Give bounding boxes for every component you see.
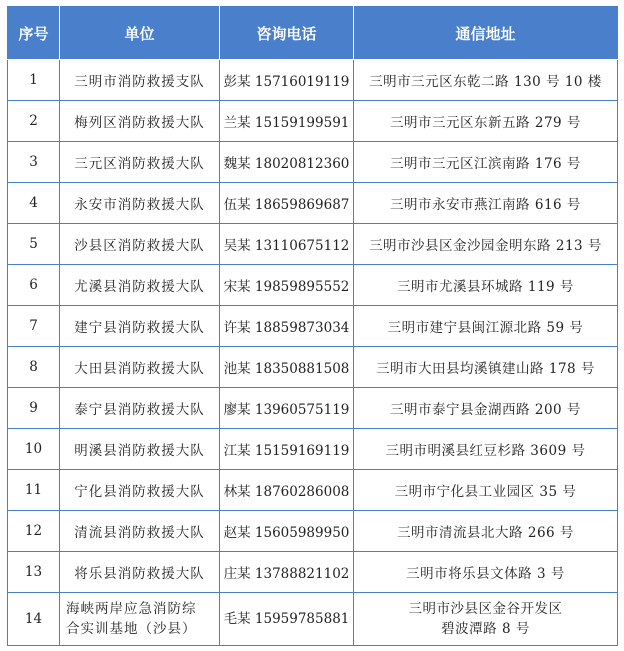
row-index: 2: [8, 101, 60, 142]
row-phone: 伍某 18659869687: [220, 183, 354, 224]
row-phone: 宋某 19859895552: [220, 265, 354, 306]
row-phone: 赵某 15605989950: [220, 511, 354, 552]
table-row: [8, 470, 618, 511]
row-phone: 彭某 15716019119: [220, 60, 354, 101]
row-phone: 庄某 13788821102: [220, 552, 354, 593]
row-address: 三明市三元区江滨南路 176 号: [354, 142, 618, 183]
row-index: 10: [8, 429, 60, 470]
table-row: [8, 552, 618, 593]
row-phone: 许某 18859873034: [220, 306, 354, 347]
row-address: 三明市永安市燕江南路 616 号: [354, 183, 618, 224]
row-index: 9: [8, 388, 60, 429]
row-index: 5: [8, 224, 60, 265]
row-unit-line: 合实训基地（沙县）: [66, 621, 197, 637]
row-index: 11: [8, 470, 60, 511]
table-row: [8, 183, 618, 224]
table-row: [8, 306, 618, 347]
row-address-line: 碧波潭路 8 号: [441, 621, 530, 637]
row-address: [354, 593, 618, 646]
row-index: 1: [8, 60, 60, 101]
row-unit: 明溪县消防救援大队: [60, 429, 220, 470]
row-unit: 三明市消防救援支队: [60, 60, 220, 101]
row-address: 三明市三元区东乾二路 130 号 10 楼: [354, 60, 618, 101]
row-unit: 宁化县消防救援大队: [60, 470, 220, 511]
row-unit: 清流县消防救援大队: [60, 511, 220, 552]
row-index: 4: [8, 183, 60, 224]
row-index: 3: [8, 142, 60, 183]
table-row: [8, 142, 618, 183]
header-address: 通信地址: [354, 7, 618, 60]
row-address: 三明市泰宁县金湖西路 200 号: [354, 388, 618, 429]
row-address: 三明市宁化县工业园区 35 号: [354, 470, 618, 511]
row-unit: 泰宁县消防救援大队: [60, 388, 220, 429]
header-phone: 咨询电话: [220, 7, 354, 60]
row-address: 三明市建宁县闽江源北路 59 号: [354, 306, 618, 347]
row-address: 三明市尤溪县环城路 119 号: [354, 265, 618, 306]
table-row: [8, 347, 618, 388]
row-address: 三明市沙县区金沙园金明东路 213 号: [354, 224, 618, 265]
row-unit-line: 海峡两岸应急消防综: [66, 601, 197, 617]
table-row: [8, 60, 618, 101]
row-address: 三明市三元区东新五路 279 号: [354, 101, 618, 142]
table-row: [8, 265, 618, 306]
row-unit: 三元区消防救援大队: [60, 142, 220, 183]
header-unit: 单位: [60, 7, 220, 60]
row-unit: 梅列区消防救援大队: [60, 101, 220, 142]
row-address: 三明市明溪县红豆杉路 3609 号: [354, 429, 618, 470]
row-phone: 江某 15159169119: [220, 429, 354, 470]
row-index: 6: [8, 265, 60, 306]
row-index: 8: [8, 347, 60, 388]
row-address-line: 三明市沙县区金谷开发区: [408, 601, 563, 617]
row-address: 三明市大田县均溪镇建山路 178 号: [354, 347, 618, 388]
row-phone: 毛某 15959785881: [220, 593, 354, 646]
row-unit: [60, 593, 220, 646]
table-row: [8, 593, 618, 646]
row-address: 三明市清流县北大路 266 号: [354, 511, 618, 552]
row-index: 7: [8, 306, 60, 347]
table-row: [8, 511, 618, 552]
table-header-row: [8, 7, 618, 60]
row-unit: 沙县区消防救援大队: [60, 224, 220, 265]
table-row: [8, 429, 618, 470]
table-row: [8, 388, 618, 429]
row-phone: 兰某 15159199591: [220, 101, 354, 142]
row-index: 12: [8, 511, 60, 552]
row-address: 三明市将乐县文体路 3 号: [354, 552, 618, 593]
row-index: 14: [8, 593, 60, 646]
table-row: [8, 224, 618, 265]
row-unit: 建宁县消防救援大队: [60, 306, 220, 347]
row-unit: 将乐县消防救援大队: [60, 552, 220, 593]
row-phone: 魏某 18020812360: [220, 142, 354, 183]
row-index: 13: [8, 552, 60, 593]
row-phone: 池某 18350881508: [220, 347, 354, 388]
row-unit: 尤溪县消防救援大队: [60, 265, 220, 306]
fire-rescue-contact-table: [7, 6, 618, 646]
row-phone: 廖某 13960575119: [220, 388, 354, 429]
row-unit: 永安市消防救援大队: [60, 183, 220, 224]
row-phone: 吴某 13110675112: [220, 224, 354, 265]
table-row: [8, 101, 618, 142]
row-unit: 大田县消防救援大队: [60, 347, 220, 388]
header-index: 序号: [8, 7, 60, 60]
row-phone: 林某 18760286008: [220, 470, 354, 511]
